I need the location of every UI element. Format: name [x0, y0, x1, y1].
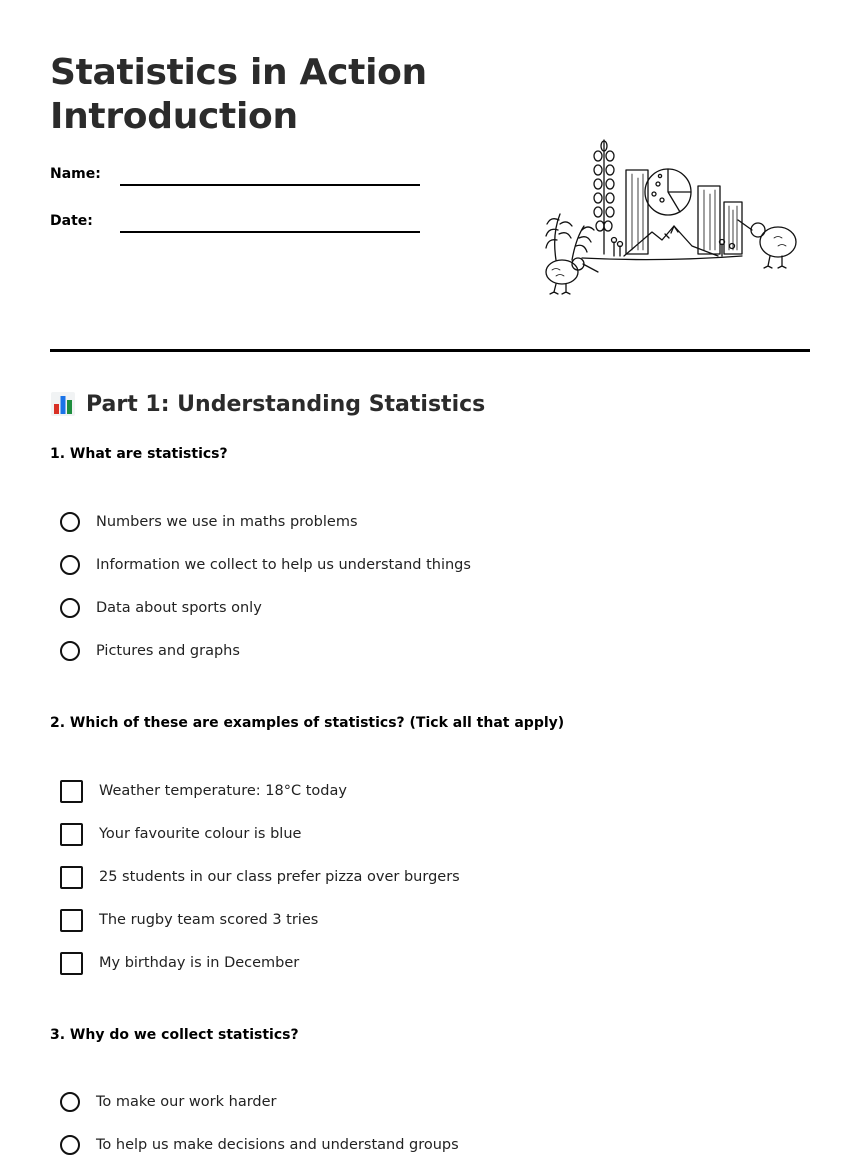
q2-option-5[interactable]	[60, 950, 299, 976]
option-label: Your favourite colour is blue	[99, 826, 302, 842]
checkbox[interactable]	[60, 909, 83, 932]
bar-chart-icon	[50, 391, 76, 417]
question-3: 3. Why do we collect statistics?	[50, 1027, 299, 1043]
name-label: Name:	[50, 166, 101, 182]
radio-button[interactable]	[60, 555, 80, 575]
date-input-line[interactable]	[120, 231, 420, 233]
header-divider	[50, 349, 810, 352]
question-2: 2. Which of these are examples of statistics? (Tick all that apply)	[50, 715, 565, 731]
option-label: To help us make decisions and understand groups	[96, 1137, 459, 1153]
radio-button[interactable]	[60, 1092, 80, 1112]
checkbox[interactable]	[60, 866, 83, 889]
q3-option-2[interactable]	[60, 1132, 459, 1158]
option-label: My birthday is in December	[99, 955, 300, 971]
q2-option-4[interactable]	[60, 907, 318, 933]
option-label: 25 students in our class prefer pizza over burgers	[99, 869, 460, 885]
option-label: The rugby team scored 3 tries	[99, 912, 319, 928]
option-label: To make our work harder	[96, 1094, 277, 1110]
radio-button[interactable]	[60, 598, 80, 618]
section-title: Part 1: Understanding Statistics	[86, 391, 486, 417]
q2-option-1[interactable]	[60, 778, 347, 804]
radio-button[interactable]	[60, 641, 80, 661]
q2-option-3[interactable]	[60, 864, 460, 890]
q1-option-1[interactable]	[60, 509, 358, 535]
page-title-line-1: Statistics in Action	[50, 52, 427, 93]
q1-option-4[interactable]	[60, 638, 240, 664]
q1-option-2[interactable]	[60, 552, 471, 578]
section-heading	[50, 388, 485, 420]
option-label: Data about sports only	[96, 600, 262, 616]
q3-option-1[interactable]	[60, 1089, 277, 1115]
question-1: 1. What are statistics?	[50, 446, 228, 462]
radio-button[interactable]	[60, 512, 80, 532]
option-label: Weather temperature: 18°C today	[99, 783, 347, 799]
radio-button[interactable]	[60, 1135, 80, 1155]
checkbox[interactable]	[60, 952, 83, 975]
checkbox[interactable]	[60, 780, 83, 803]
page-title	[50, 51, 427, 139]
date-label: Date:	[50, 213, 93, 229]
option-label: Information we collect to help us understand things	[96, 557, 471, 573]
q2-option-2[interactable]	[60, 821, 301, 847]
checkbox[interactable]	[60, 823, 83, 846]
q1-option-3[interactable]	[60, 595, 262, 621]
option-label: Pictures and graphs	[96, 643, 240, 659]
page-title-line-2: Introduction	[50, 96, 298, 137]
statistics-kiwi-illustration	[542, 134, 798, 296]
option-label: Numbers we use in maths problems	[96, 514, 358, 530]
name-input-line[interactable]	[120, 184, 420, 186]
